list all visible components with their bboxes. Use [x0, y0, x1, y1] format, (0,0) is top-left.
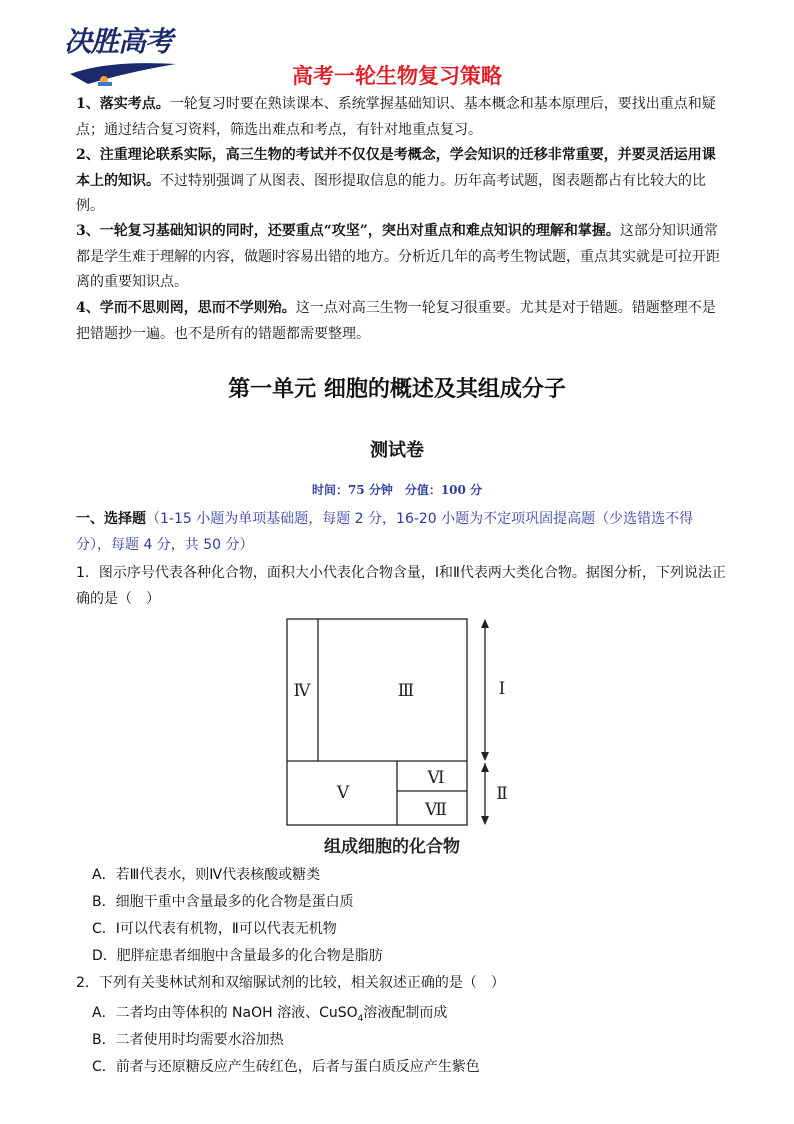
logo-text: 决胜高考	[64, 25, 173, 58]
section-heading: 一、选择题	[76, 511, 146, 527]
strategy-1-bold: 1、落实考点。	[76, 96, 170, 112]
strategy-4-text: 这一点对高三生物一轮复习很重要。尤其是对于错题。错题整理不是把错题抄一遍。也不是所有的错题都需要整理。	[76, 300, 716, 342]
page-title: 高考一轮生物复习策略	[292, 64, 502, 88]
strategy-1	[76, 92, 726, 143]
strategy-3-bold: 3、一轮复习基础知识的同时，还要重点“攻坚”，突出对重点和难点知识的理解和掌握。	[76, 223, 620, 239]
q2-option-a	[92, 1002, 447, 1024]
strategy-4-bold: 4、学而不思则罔，思而不学则殆。	[76, 300, 296, 316]
q1-option-b: B．细胞干重中含量最多的化合物是蛋白质	[92, 894, 354, 910]
label-ii: Ⅱ	[496, 784, 508, 804]
label-vi: Ⅵ	[427, 768, 445, 788]
diagram-caption: 组成细胞的化合物	[324, 837, 460, 857]
strategy-2-bold: 2、注重理论联系实际，高三生物的考试并不仅仅是考概念，学会知识的迁移非常重要，并要灵活运用课本上的知识。	[76, 147, 716, 189]
compound-diagram	[280, 612, 510, 862]
test-title: 测试卷	[370, 440, 424, 461]
test-meta: 时间：75 分钟 分值：100 分	[311, 483, 483, 497]
strategy-4	[76, 296, 726, 347]
label-vii: Ⅶ	[425, 800, 447, 820]
diagram-outer-box	[287, 619, 467, 825]
strategy-3-text: 这部分知识通常都是学生难于理解的内容，做题时容易出错的地方。分析近几年的高考生物试题，重点其实就是可拉开距离的重要知识点。	[76, 223, 720, 290]
section-desc: （1-15 小题为单项基础题，每题 2 分，16-20 小题为不定项巩固提高题（少选错选不得分），每题 4 分，共 50 分）	[76, 511, 694, 553]
q2-option-b: B．二者使用时均需要水浴加热	[92, 1032, 284, 1048]
label-v: Ⅴ	[336, 783, 350, 803]
strategy-1-text: 一轮复习时要在熟读课本、系统掌握基础知识、基本概念和基本原理后，要找出重点和疑点；通过结合复习资料，筛选出难点和考点，有针对地重点复习。	[76, 96, 716, 138]
strategy-2	[76, 143, 726, 220]
q1-option-c: C．Ⅰ可以代表有机物，Ⅱ可以代表无机物	[92, 921, 337, 937]
strategy-3	[76, 219, 726, 296]
q2-option-a-pre: A．二者均由等体积的 NaOH 溶液、CuSO	[92, 1005, 358, 1021]
strategy-2-text: 不过特别强调了从图表、图形提取信息的能力。历年高考试题，图表题都占有比较大的比例。	[76, 172, 706, 214]
q2-option-c: C．前者与还原糖反应产生砖红色，后者与蛋白质反应产生紫色	[92, 1059, 480, 1075]
label-iv: Ⅳ	[293, 681, 311, 701]
label-i: Ⅰ	[498, 679, 506, 699]
q2-option-a-sub: 4	[357, 1013, 364, 1024]
question-1-stem: 1．图示序号代表各种化合物，面积大小代表化合物含量，Ⅰ和Ⅱ代表两大类化合物。据图分析，下列说法正确的是（ ）	[76, 565, 726, 607]
q2-option-a-post: 溶液配制而成	[363, 1005, 448, 1021]
unit-title: 第一单元 细胞的概述及其组成分子	[228, 377, 566, 402]
q1-option-d: D．肥胖症患者细胞中含量最多的化合物是脂肪	[92, 948, 383, 964]
label-iii: Ⅲ	[397, 681, 415, 701]
question-2-stem: 2．下列有关斐林试剂和双缩脲试剂的比较，相关叙述正确的是（ ）	[76, 975, 505, 991]
section-header	[76, 506, 726, 558]
q1-option-a: A．若Ⅲ代表水，则Ⅳ代表核酸或糖类	[92, 867, 321, 883]
